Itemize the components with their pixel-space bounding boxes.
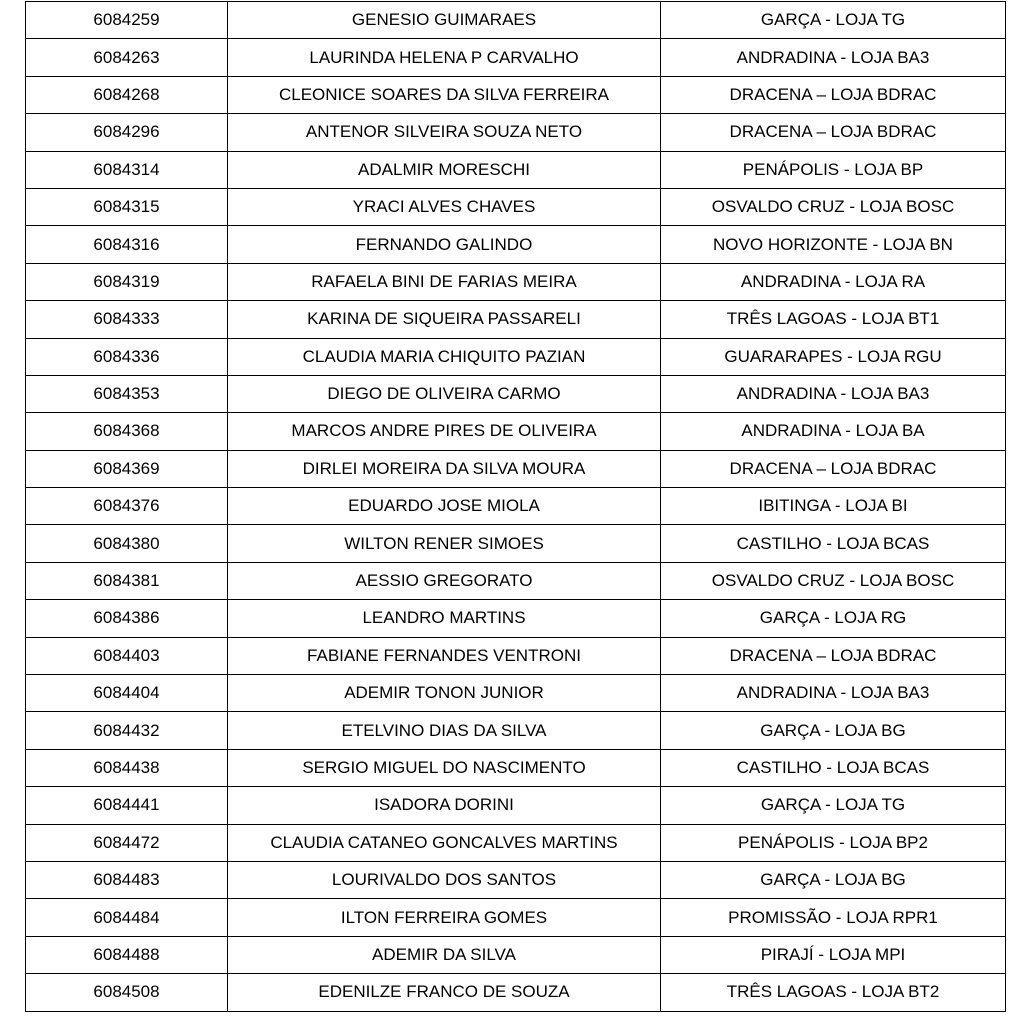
employee-code-cell: 6084488 [26,936,228,973]
store-location-cell: DRACENA – LOJA BDRAC [661,637,1006,674]
store-location-cell: OSVALDO CRUZ - LOJA BOSC [661,188,1006,225]
employee-code-cell: 6084508 [26,974,228,1011]
employee-code-cell: 6084483 [26,861,228,898]
table-row [26,675,1006,712]
employee-code-cell: 6084403 [26,637,228,674]
table-row [26,974,1006,1011]
employee-name-cell: EDENILZE FRANCO DE SOUZA [228,974,661,1011]
employee-name-cell: LAURINDA HELENA P CARVALHO [228,39,661,76]
store-location-cell: ANDRADINA - LOJA BA [661,413,1006,450]
store-location-cell: TRÊS LAGOAS - LOJA BT1 [661,301,1006,338]
employee-code-cell: 6084296 [26,114,228,151]
employee-code-cell: 6084386 [26,600,228,637]
employee-code-cell: 6084268 [26,76,228,113]
employee-name-cell: ADALMIR MORESCHI [228,151,661,188]
table-row [26,899,1006,936]
store-location-cell: ANDRADINA - LOJA BA3 [661,39,1006,76]
employee-code-cell: 6084441 [26,787,228,824]
store-location-cell: PENÁPOLIS - LOJA BP [661,151,1006,188]
store-location-cell: PIRAJÍ - LOJA MPI [661,936,1006,973]
table-row [26,525,1006,562]
employee-name-cell: FABIANE FERNANDES VENTRONI [228,637,661,674]
table-row [26,188,1006,225]
employee-name-cell: MARCOS ANDRE PIRES DE OLIVEIRA [228,413,661,450]
employee-code-cell: 6084368 [26,413,228,450]
store-location-cell: ANDRADINA - LOJA BA3 [661,375,1006,412]
employee-name-cell: ILTON FERREIRA GOMES [228,899,661,936]
employee-code-cell: 6084376 [26,488,228,525]
table-row [26,562,1006,599]
store-location-cell: GARÇA - LOJA TG [661,787,1006,824]
store-location-cell: TRÊS LAGOAS - LOJA BT2 [661,974,1006,1011]
table-row [26,263,1006,300]
table-row [26,861,1006,898]
store-location-cell: DRACENA – LOJA BDRAC [661,114,1006,151]
employee-name-cell: AESSIO GREGORATO [228,562,661,599]
employee-name-cell: EDUARDO JOSE MIOLA [228,488,661,525]
employee-code-cell: 6084381 [26,562,228,599]
employee-name-cell: SERGIO MIGUEL DO NASCIMENTO [228,749,661,786]
store-location-cell: ANDRADINA - LOJA BA3 [661,675,1006,712]
table-row [26,600,1006,637]
table-row [26,301,1006,338]
employee-code-cell: 6084432 [26,712,228,749]
store-location-cell: DRACENA – LOJA BDRAC [661,76,1006,113]
employee-code-cell: 6084336 [26,338,228,375]
store-location-cell: GARÇA - LOJA BG [661,712,1006,749]
employee-name-cell: FERNANDO GALINDO [228,226,661,263]
store-location-cell: DRACENA – LOJA BDRAC [661,450,1006,487]
table-row [26,936,1006,973]
employee-code-cell: 6084380 [26,525,228,562]
employee-code-cell: 6084404 [26,675,228,712]
store-location-cell: PENÁPOLIS - LOJA BP2 [661,824,1006,861]
employee-name-cell: CLAUDIA MARIA CHIQUITO PAZIAN [228,338,661,375]
employee-code-cell: 6084484 [26,899,228,936]
employee-code-cell: 6084472 [26,824,228,861]
employee-name-cell: WILTON RENER SIMOES [228,525,661,562]
employee-code-cell: 6084319 [26,263,228,300]
employee-name-cell: CLEONICE SOARES DA SILVA FERREIRA [228,76,661,113]
employee-code-cell: 6084353 [26,375,228,412]
table-row [26,637,1006,674]
employee-name-cell: LEANDRO MARTINS [228,600,661,637]
store-location-cell: GARÇA - LOJA BG [661,861,1006,898]
employee-name-cell: CLAUDIA CATANEO GONCALVES MARTINS [228,824,661,861]
employee-name-cell: ISADORA DORINI [228,787,661,824]
employee-name-cell: LOURIVALDO DOS SANTOS [228,861,661,898]
employee-name-cell: ETELVINO DIAS DA SILVA [228,712,661,749]
table-row [26,39,1006,76]
table-row [26,488,1006,525]
table-row [26,2,1006,39]
store-location-cell: GARÇA - LOJA TG [661,2,1006,39]
employee-store-table [25,1,1006,1012]
table-row [26,824,1006,861]
table-row [26,114,1006,151]
employee-name-cell: ANTENOR SILVEIRA SOUZA NETO [228,114,661,151]
table-row [26,413,1006,450]
store-location-cell: IBITINGA - LOJA BI [661,488,1006,525]
table-row [26,450,1006,487]
store-location-cell: ANDRADINA - LOJA RA [661,263,1006,300]
employee-code-cell: 6084369 [26,450,228,487]
store-location-cell: NOVO HORIZONTE - LOJA BN [661,226,1006,263]
store-location-cell: CASTILHO - LOJA BCAS [661,525,1006,562]
employee-name-cell: RAFAELA BINI DE FARIAS MEIRA [228,263,661,300]
employee-name-cell: YRACI ALVES CHAVES [228,188,661,225]
employee-name-cell: DIRLEI MOREIRA DA SILVA MOURA [228,450,661,487]
store-location-cell: CASTILHO - LOJA BCAS [661,749,1006,786]
table-row [26,151,1006,188]
table-row [26,712,1006,749]
employee-name-cell: GENESIO GUIMARAES [228,2,661,39]
table-row [26,338,1006,375]
store-location-cell: GARÇA - LOJA RG [661,600,1006,637]
employee-name-cell: DIEGO DE OLIVEIRA CARMO [228,375,661,412]
employee-name-cell: KARINA DE SIQUEIRA PASSARELI [228,301,661,338]
store-location-cell: PROMISSÃO - LOJA RPR1 [661,899,1006,936]
table-body [26,2,1006,1012]
employee-code-cell: 6084333 [26,301,228,338]
employee-code-cell: 6084315 [26,188,228,225]
employee-code-cell: 6084314 [26,151,228,188]
employee-code-cell: 6084259 [26,2,228,39]
table-row [26,749,1006,786]
employee-code-cell: 6084438 [26,749,228,786]
table-row [26,76,1006,113]
table-row [26,787,1006,824]
store-location-cell: GUARARAPES - LOJA RGU [661,338,1006,375]
table-row [26,226,1006,263]
employee-name-cell: ADEMIR DA SILVA [228,936,661,973]
employee-name-cell: ADEMIR TONON JUNIOR [228,675,661,712]
employee-code-cell: 6084263 [26,39,228,76]
employee-code-cell: 6084316 [26,226,228,263]
store-location-cell: OSVALDO CRUZ - LOJA BOSC [661,562,1006,599]
table-row [26,375,1006,412]
